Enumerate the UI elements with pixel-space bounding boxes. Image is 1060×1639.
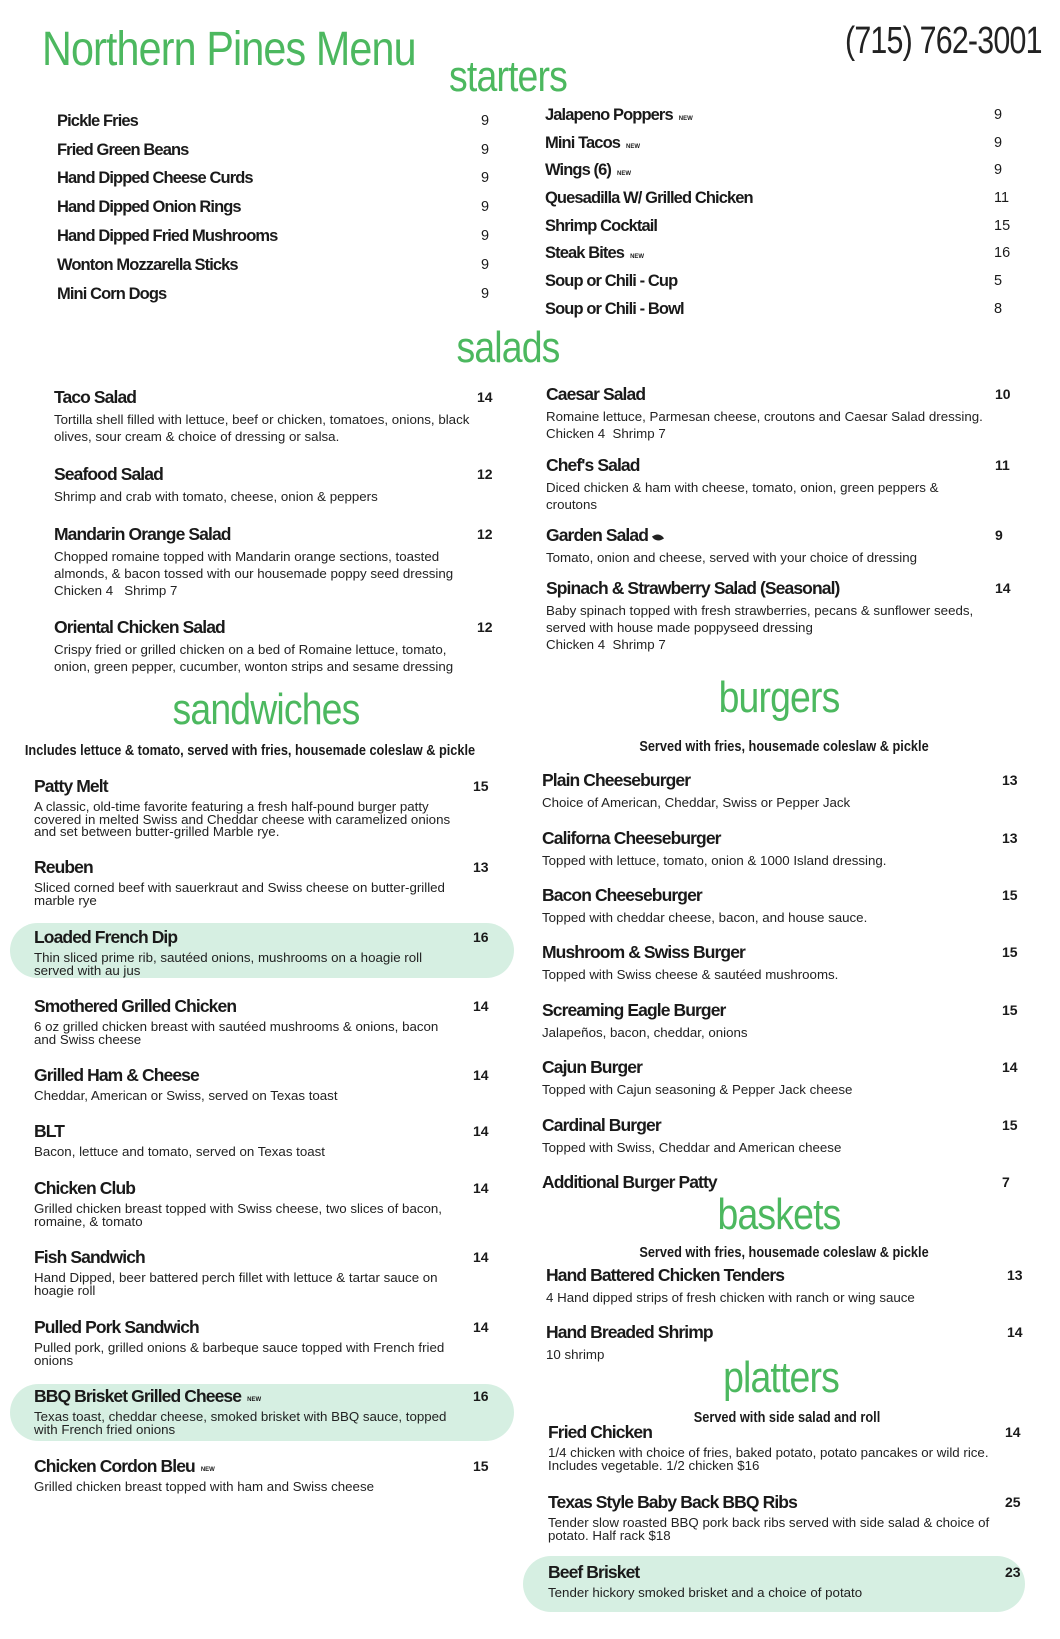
item-price: 9 bbox=[481, 142, 490, 158]
menu-item bbox=[57, 254, 497, 276]
menu-item-row bbox=[57, 139, 497, 161]
menu-item bbox=[34, 1064, 489, 1103]
menu-item-row bbox=[34, 1246, 464, 1268]
new-badge: NEW bbox=[247, 1397, 262, 1403]
phone-number: (715) 762-3001 bbox=[845, 20, 1042, 62]
menu-item bbox=[545, 270, 1005, 292]
item-description: 4 Hand dipped strips of fresh chicken with ranch or wing sauce bbox=[546, 1290, 915, 1305]
menu-item bbox=[34, 1316, 489, 1368]
menu-item bbox=[34, 1177, 489, 1229]
item-price: 9 bbox=[481, 199, 490, 215]
item-name: Mini Tacos bbox=[545, 134, 621, 152]
item-price: 15 bbox=[473, 1458, 489, 1474]
menu-item bbox=[546, 454, 1010, 513]
item-name: Patty Melt bbox=[34, 776, 108, 796]
menu-item bbox=[542, 827, 1018, 869]
item-name: Caesar Salad bbox=[546, 384, 646, 404]
item-price: 15 bbox=[994, 218, 1011, 234]
menu-item-row bbox=[34, 1064, 464, 1086]
item-name: Cajun Burger bbox=[542, 1057, 643, 1077]
item-name: Oriental Chicken Salad bbox=[54, 617, 225, 637]
item-price: 15 bbox=[1002, 944, 1018, 960]
item-price: 9 bbox=[995, 527, 1003, 543]
item-price: 14 bbox=[1002, 1059, 1018, 1075]
menu-item-row bbox=[34, 1316, 464, 1338]
item-price: 14 bbox=[473, 1123, 489, 1139]
menu-item bbox=[57, 167, 497, 189]
menu-item-row bbox=[545, 215, 1005, 237]
menu-item bbox=[545, 215, 1011, 237]
menu-item bbox=[542, 1114, 1018, 1156]
item-price: 13 bbox=[1002, 830, 1018, 846]
item-name: Mushroom & Swiss Burger bbox=[542, 942, 745, 962]
menu-item-row bbox=[34, 926, 464, 948]
item-price: 12 bbox=[477, 526, 493, 542]
menu-item bbox=[546, 1264, 1023, 1306]
item-description: Bacon, lettuce and tomato, served on Texas toast bbox=[34, 1144, 325, 1159]
menu-item-row bbox=[34, 775, 464, 797]
menu-item bbox=[542, 1171, 1010, 1193]
new-badge: NEW bbox=[617, 171, 631, 177]
item-name: Chicken Cordon Bleu bbox=[34, 1456, 195, 1476]
menu-item bbox=[34, 1455, 489, 1494]
menu-item-row bbox=[546, 577, 986, 599]
menu-item-row bbox=[57, 167, 497, 189]
item-name: Mini Corn Dogs bbox=[57, 285, 167, 303]
menu-item-row bbox=[34, 1177, 464, 1199]
item-name: Taco Salad bbox=[54, 387, 137, 407]
heading-sandwiches: sandwiches bbox=[172, 685, 360, 734]
item-name: Hand Battered Chicken Tenders bbox=[546, 1265, 785, 1285]
item-name: Garden Salad bbox=[546, 525, 649, 545]
menu-item-row bbox=[545, 159, 1005, 181]
item-name: Loaded French Dip bbox=[34, 927, 178, 947]
item-description: Pulled pork, grilled onions & barbeque sauce topped with French fried onions bbox=[34, 1340, 445, 1368]
menu-item-row bbox=[57, 225, 497, 247]
menu-item bbox=[54, 386, 493, 445]
item-name: Steak Bites bbox=[545, 244, 625, 262]
item-description: 1/4 chicken with choice of fries, baked potato, potato pancakes or wild rice. Includes vegetable. 1/2 chicken $16 bbox=[548, 1445, 989, 1473]
sandwiches-subtitle: Includes lettuce & tomato, served with fries, housemade coleslaw & pickle bbox=[24, 743, 476, 759]
item-price: 13 bbox=[1007, 1267, 1023, 1283]
menu-item-row bbox=[57, 283, 497, 305]
menu-item bbox=[54, 523, 493, 600]
heading-burgers: burgers bbox=[718, 673, 840, 722]
menu-item-row bbox=[54, 616, 474, 638]
item-price: 14 bbox=[473, 1180, 489, 1196]
item-price: 9 bbox=[994, 107, 1003, 123]
menu-item-row bbox=[542, 1114, 982, 1136]
item-description: Topped with lettuce, tomato, onion & 1000 Island dressing. bbox=[542, 853, 887, 868]
item-price: 9 bbox=[994, 135, 1003, 151]
baskets-subtitle: Served with fries, housemade coleslaw & pickle bbox=[639, 1245, 929, 1261]
menu-item bbox=[542, 769, 1018, 811]
item-name: Chef's Salad bbox=[546, 455, 640, 475]
menu-item bbox=[545, 104, 1005, 126]
item-price: 16 bbox=[473, 1388, 489, 1404]
menu-item-row bbox=[57, 110, 497, 132]
menu-item bbox=[542, 999, 1018, 1041]
menu-item bbox=[34, 856, 489, 908]
menu-item-row bbox=[34, 1120, 464, 1142]
item-price: 16 bbox=[473, 929, 489, 945]
menu-item-row bbox=[542, 999, 982, 1021]
item-name: BBQ Brisket Grilled Cheese bbox=[34, 1386, 242, 1406]
new-badge: NEW bbox=[626, 144, 641, 150]
item-description: Chopped romaine topped with Mandarin orange sections, toasted almonds, & bacon tossed with our housemade poppy seed dressing bbox=[54, 549, 454, 581]
menu-item bbox=[542, 941, 1018, 983]
item-description: Tortilla shell filled with lettuce, beef or chicken, tomatoes, onions, black olives, sour cream & choice of dressing or salsa. bbox=[54, 412, 470, 444]
menu-item-row bbox=[54, 463, 474, 485]
burgers-subtitle: Served with fries, housemade coleslaw & pickle bbox=[639, 739, 929, 755]
item-price: 14 bbox=[995, 580, 1011, 596]
new-badge: NEW bbox=[630, 254, 645, 260]
item-price: 12 bbox=[477, 619, 493, 635]
item-name: Bacon Cheeseburger bbox=[542, 885, 702, 905]
item-description: Grilled chicken breast topped with Swiss cheese, two slices of bacon, romaine, & tomato bbox=[34, 1201, 442, 1229]
menu-item bbox=[542, 884, 1018, 926]
item-price: 9 bbox=[481, 228, 490, 244]
menu-item-row bbox=[34, 1385, 464, 1407]
item-description: 10 shrimp bbox=[546, 1347, 605, 1362]
item-name: Spinach & Strawberry Salad (Seasonal) bbox=[546, 578, 840, 598]
menu-item bbox=[34, 775, 489, 839]
item-price: 10 bbox=[995, 386, 1011, 402]
item-description: 6 oz grilled chicken breast with sautéed mushrooms & onions, bacon and Swiss cheese bbox=[34, 1019, 439, 1047]
menu-item bbox=[545, 159, 1005, 181]
item-description: Diced chicken & ham with cheese, tomato, onion, green peppers & croutons bbox=[546, 480, 939, 512]
item-name: Cardinal Burger bbox=[542, 1115, 661, 1135]
heading-baskets: baskets bbox=[717, 1190, 841, 1239]
item-description: Topped with cheddar cheese, bacon, and house sauce. bbox=[542, 910, 868, 925]
item-name: Fish Sandwich bbox=[34, 1247, 145, 1267]
item-price: 25 bbox=[1005, 1494, 1021, 1510]
item-name: Pickle Fries bbox=[57, 112, 138, 130]
menu-item-row bbox=[545, 270, 1005, 292]
item-name: Additional Burger Patty bbox=[542, 1172, 717, 1192]
item-name: Californa Cheeseburger bbox=[542, 828, 721, 848]
menu-item-row bbox=[546, 1264, 986, 1286]
menu-item bbox=[57, 283, 497, 305]
menu-item-row bbox=[548, 1421, 998, 1443]
item-name: Plain Cheeseburger bbox=[542, 770, 691, 790]
item-price: 14 bbox=[473, 1249, 489, 1265]
menu-item bbox=[34, 926, 489, 978]
item-price: 9 bbox=[481, 170, 490, 186]
item-description: Texas toast, cheddar cheese, smoked brisket with BBQ sauce, topped with French fried onions bbox=[34, 1409, 447, 1437]
item-price: 14 bbox=[473, 1319, 489, 1335]
item-price: 14 bbox=[473, 1067, 489, 1083]
new-badge: NEW bbox=[200, 1467, 215, 1473]
menu-item-row bbox=[542, 827, 982, 849]
item-price: 11 bbox=[994, 190, 1010, 206]
item-price: 23 bbox=[1005, 1564, 1021, 1580]
item-name: Beef Brisket bbox=[548, 1562, 640, 1582]
menu-item-row bbox=[548, 1561, 998, 1583]
menu-item-row bbox=[545, 132, 1005, 154]
item-description: Romaine lettuce, Parmesan cheese, croutons and Caesar Salad dressing. bbox=[546, 409, 983, 424]
menu-item bbox=[542, 1056, 1018, 1098]
menu-item-row bbox=[546, 1321, 986, 1343]
menu-item bbox=[545, 242, 1011, 264]
menu-item-row bbox=[546, 524, 986, 546]
item-name: Fried Chicken bbox=[548, 1422, 653, 1442]
menu-item bbox=[57, 139, 497, 161]
menu-item bbox=[34, 995, 489, 1047]
menu-item bbox=[57, 196, 497, 218]
menu-item-row bbox=[57, 254, 497, 276]
item-name: Shrimp Cocktail bbox=[545, 217, 658, 235]
item-price: 8 bbox=[994, 301, 1003, 317]
item-name: Hand Dipped Onion Rings bbox=[57, 198, 241, 216]
menu-item bbox=[548, 1421, 1021, 1473]
menu-item-row bbox=[542, 769, 982, 791]
platters-subtitle: Served with side salad and roll bbox=[693, 1410, 881, 1426]
menu-item-row bbox=[542, 941, 982, 963]
item-description: Topped with Swiss, Cheddar and American cheese bbox=[542, 1140, 842, 1155]
item-addons: Chicken 4 Shrimp 7 bbox=[546, 426, 666, 441]
menu-item-row bbox=[546, 454, 986, 476]
menu-item bbox=[34, 1385, 489, 1437]
item-price: 13 bbox=[1002, 772, 1018, 788]
item-name: Fried Green Beans bbox=[57, 141, 189, 159]
menu-item bbox=[34, 1246, 489, 1298]
menu-item bbox=[54, 616, 493, 675]
item-name: Seafood Salad bbox=[54, 464, 163, 484]
new-badge: NEW bbox=[678, 116, 693, 122]
item-description: Baby spinach topped with fresh strawberries, pecans & sunflower seeds, served with house made poppyseed dressing bbox=[546, 603, 974, 635]
item-name: BLT bbox=[34, 1121, 65, 1141]
heading-platters: platters bbox=[723, 1353, 839, 1402]
item-description: Jalapeños, bacon, cheddar, onions bbox=[542, 1025, 748, 1040]
item-price: 12 bbox=[477, 466, 493, 482]
menu-item-row bbox=[34, 856, 464, 878]
menu-item-row bbox=[34, 1455, 464, 1477]
menu-item bbox=[57, 225, 497, 247]
item-price: 9 bbox=[481, 113, 490, 129]
menu-item-row bbox=[546, 383, 986, 405]
menu-item-row bbox=[34, 995, 464, 1017]
menu-item bbox=[545, 298, 1005, 320]
item-description: Cheddar, American or Swiss, served on Texas toast bbox=[34, 1088, 338, 1103]
item-name: Quesadilla W/ Grilled Chicken bbox=[545, 189, 753, 207]
item-description: Topped with Cajun seasoning & Pepper Jack cheese bbox=[542, 1082, 853, 1097]
menu-item bbox=[57, 110, 497, 132]
item-description: A classic, old-time favorite featuring a fresh half-pound burger patty covered in melted Swiss and Cheddar cheese with caramelized onions and set between butter-grilled Marble rye. bbox=[34, 799, 451, 839]
menu-item-row bbox=[545, 242, 1005, 264]
item-name: Wonton Mozzarella Sticks bbox=[57, 256, 238, 274]
menu-item bbox=[54, 463, 493, 505]
item-name: Hand Dipped Cheese Curds bbox=[57, 169, 253, 187]
menu-item bbox=[545, 132, 1005, 154]
menu-item bbox=[548, 1491, 1021, 1543]
item-name: Smothered Grilled Chicken bbox=[34, 996, 237, 1016]
menu-item-row bbox=[548, 1491, 998, 1513]
menu-item-row bbox=[545, 187, 1005, 209]
item-price: 9 bbox=[994, 162, 1003, 178]
item-price: 15 bbox=[1002, 1002, 1018, 1018]
item-name: Texas Style Baby Back BBQ Ribs bbox=[548, 1492, 797, 1512]
item-description: Grilled chicken breast topped with ham and Swiss cheese bbox=[34, 1479, 374, 1494]
menu-item-row bbox=[545, 104, 1005, 126]
menu-item bbox=[34, 1120, 489, 1159]
item-price: 15 bbox=[1002, 887, 1018, 903]
menu-item-row bbox=[57, 196, 497, 218]
heading-starters: starters bbox=[449, 52, 567, 101]
menu-item-row bbox=[54, 523, 474, 545]
item-description: Hand Dipped, beer battered perch fillet with lettuce & tartar sauce on hoagie roll bbox=[34, 1270, 438, 1298]
item-name: Grilled Ham & Cheese bbox=[34, 1065, 199, 1085]
menu-item-row bbox=[542, 884, 982, 906]
menu-item bbox=[546, 524, 1003, 566]
item-description: Sliced corned beef with sauerkraut and Swiss cheese on butter-grilled marble rye bbox=[34, 880, 445, 908]
item-price: 9 bbox=[481, 257, 490, 273]
heading-salads: salads bbox=[456, 323, 560, 372]
item-price: 14 bbox=[473, 998, 489, 1014]
item-name: Chicken Club bbox=[34, 1178, 136, 1198]
item-price: 14 bbox=[477, 389, 493, 405]
item-addons: Chicken 4 Shrimp 7 bbox=[546, 637, 666, 652]
item-description: Tender slow roasted BBQ pork back ribs served with side salad & choice of potato. Half rack $18 bbox=[548, 1515, 990, 1543]
item-addons: Chicken 4 Shrimp 7 bbox=[54, 583, 178, 598]
menu-item bbox=[545, 187, 1010, 209]
item-description: Choice of American, Cheddar, Swiss or Pepper Jack bbox=[542, 795, 851, 810]
item-name: Jalapeno Poppers bbox=[545, 106, 673, 124]
menu-item-row bbox=[542, 1171, 982, 1193]
menu-item bbox=[546, 383, 1011, 443]
item-description: Crispy fried or grilled chicken on a bed of Romaine lettuce, tomato, onion, green pepper, cucumber, wonton strips and sesame dressing bbox=[54, 642, 454, 674]
item-price: 9 bbox=[481, 286, 490, 302]
item-description: Topped with Swiss cheese & sautéed mushrooms. bbox=[542, 967, 839, 982]
item-price: 13 bbox=[473, 859, 489, 875]
menu-title: Northern Pines Menu bbox=[42, 23, 416, 76]
item-name: Mandarin Orange Salad bbox=[54, 524, 231, 544]
item-price: 16 bbox=[994, 245, 1011, 261]
vegetarian-leaf-icon bbox=[652, 532, 664, 543]
item-price: 14 bbox=[1005, 1424, 1021, 1440]
item-description: Shrimp and crab with tomato, cheese, onion & peppers bbox=[54, 489, 378, 504]
item-price: 7 bbox=[1002, 1174, 1010, 1190]
menu-item bbox=[548, 1561, 1021, 1600]
item-price: 15 bbox=[1002, 1117, 1018, 1133]
item-price: 14 bbox=[1007, 1324, 1023, 1340]
item-description: Thin sliced prime rib, sautéed onions, mushrooms on a hoagie roll served with au jus bbox=[34, 950, 423, 978]
item-description: Tender hickory smoked brisket and a choice of potato bbox=[548, 1585, 863, 1600]
item-price: 15 bbox=[473, 778, 489, 794]
item-description: Tomato, onion and cheese, served with your choice of dressing bbox=[546, 550, 918, 565]
item-name: Pulled Pork Sandwich bbox=[34, 1317, 199, 1337]
item-price: 11 bbox=[995, 457, 1010, 473]
item-name: Reuben bbox=[34, 857, 93, 877]
item-name: Wings (6) bbox=[545, 161, 611, 179]
item-name: Hand Breaded Shrimp bbox=[546, 1322, 713, 1342]
menu-item-row bbox=[545, 298, 1005, 320]
item-name: Screaming Eagle Burger bbox=[542, 1000, 726, 1020]
menu-item-row bbox=[542, 1056, 982, 1078]
item-price: 5 bbox=[994, 273, 1003, 289]
menu-item-row bbox=[54, 386, 474, 408]
item-name: Hand Dipped Fried Mushrooms bbox=[57, 227, 278, 245]
menu-item bbox=[546, 577, 1011, 654]
item-name: Soup or Chili - Bowl bbox=[545, 300, 684, 318]
item-name: Soup or Chili - Cup bbox=[545, 272, 678, 290]
menu-item bbox=[546, 1321, 1023, 1363]
